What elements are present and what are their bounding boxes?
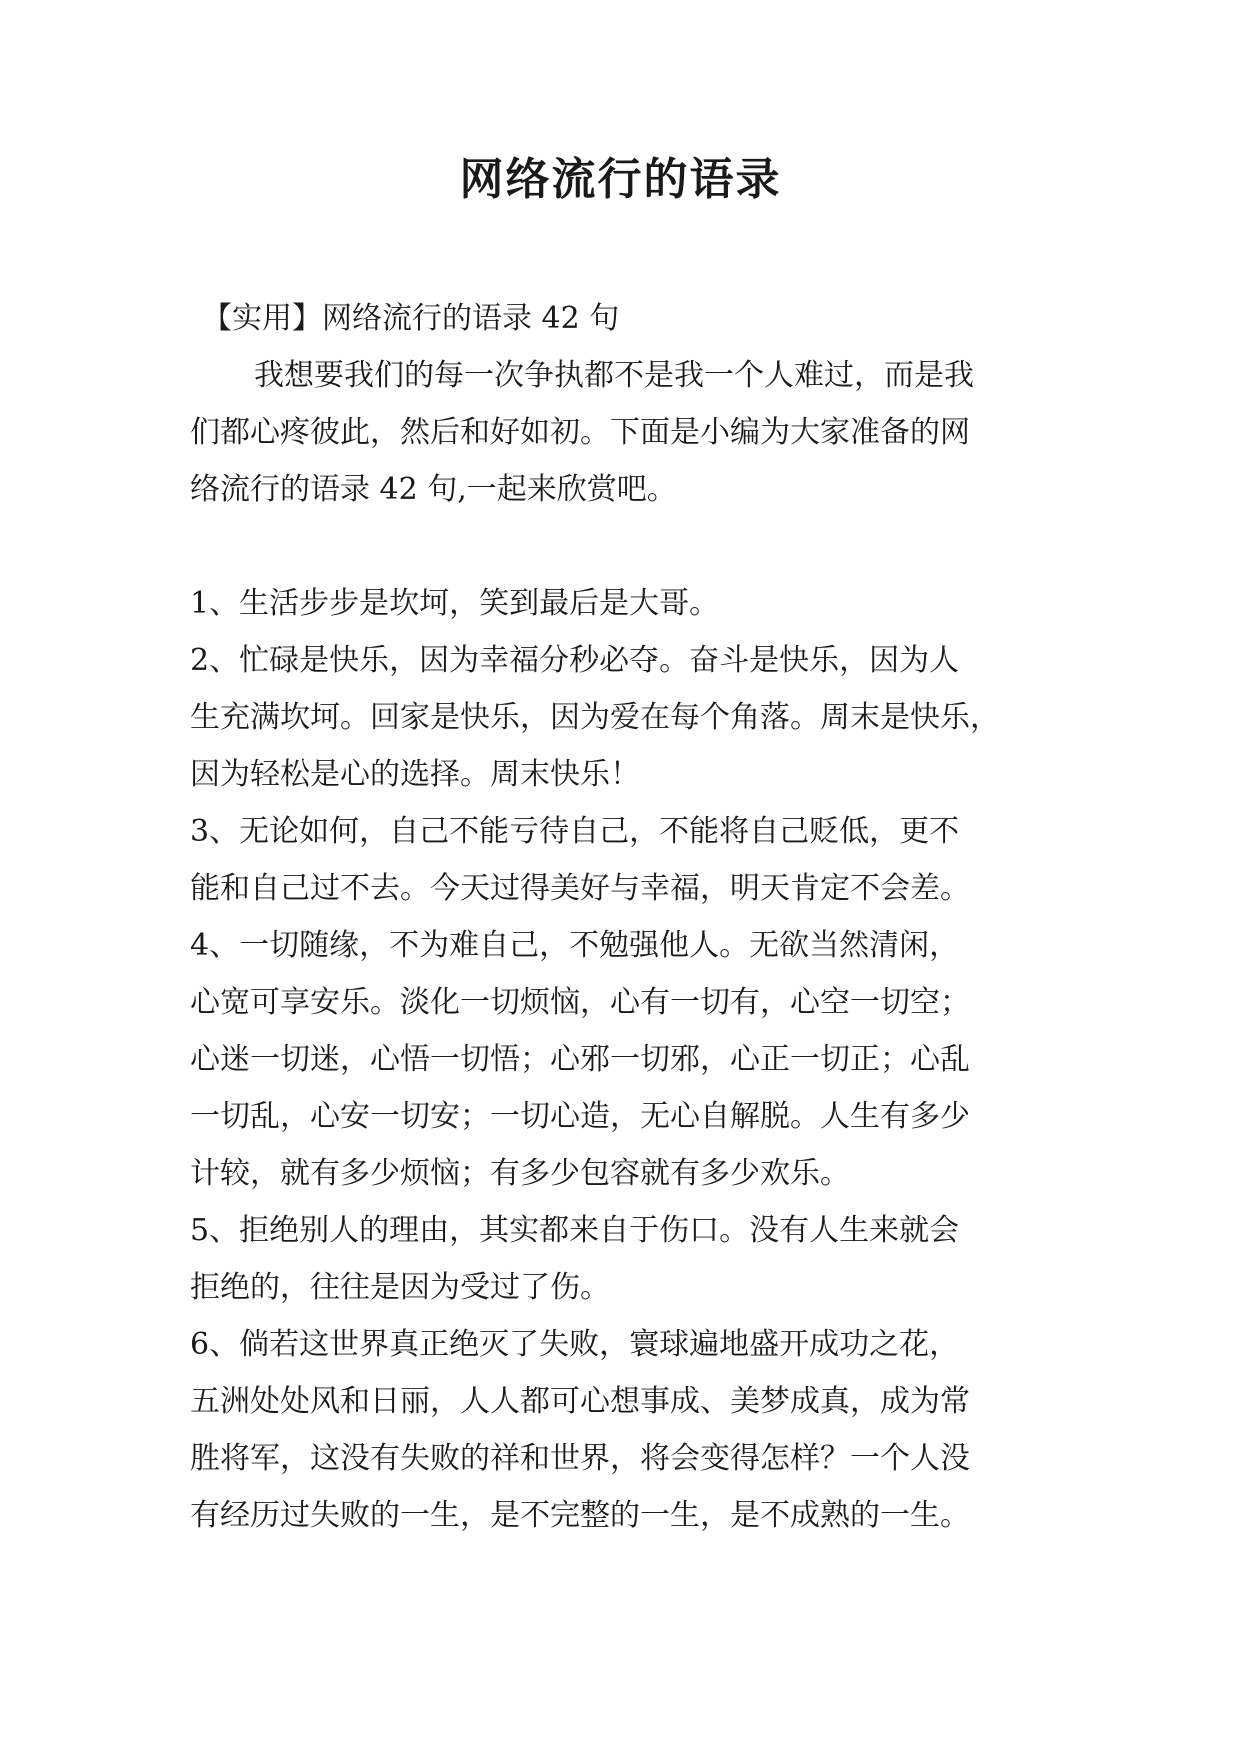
document-title: 网络流行的语录 [459,154,782,205]
quote-line: 能和自己过不去。今天过得美好与幸福，明天肯定不会差。 [190,871,970,906]
quote-line: 有经历过失败的一生，是不完整的一生，是不成熟的一生。 [190,1498,970,1533]
quote-line: 胜将军，这没有失败的祥和世界，将会变得怎样？一个人没 [190,1441,970,1476]
quote-line: 一切乱，心安一切安；一切心造，无心自解脱。人生有多少 [190,1099,970,1134]
quote-line: 2、忙碌是快乐，因为幸福分秒必夺。奋斗是快乐，因为人 [190,643,960,678]
quote-line: 心迷一切迷，心悟一切悟；心邪一切邪，心正一切正；心乱 [190,1042,970,1077]
quote-line: 1、生活步步是坎坷，笑到最后是大哥。 [190,586,720,621]
intro-paragraph [190,347,1085,518]
quote-line: 因为轻松是心的选择。周末快乐！ [190,757,640,792]
quote-item-6 [190,1316,1085,1544]
quote-line: 4、一切随缘，不为难自己，不勉强他人。无欲当然清闲， [190,928,960,963]
intro-line: 们都心疼彼此，然后和好如初。下面是小编为大家准备的网 [190,415,970,450]
intro-line: 我想要我们的每一次争执都不是我一个人难过，而是我 [254,358,974,393]
quote-line: 心宽可享安乐。淡化一切烦恼，心有一切有，心空一切空； [190,985,970,1020]
quote-line: 5、拒绝别人的理由，其实都来自于伤口。没有人生来就会 [190,1213,960,1248]
document-subtitle: 【实用】网络流行的语录 42 句 [202,301,620,336]
quote-item-5 [190,1202,1085,1316]
quote-item-2 [190,632,1085,803]
quote-line: 6、倘若这世界真正绝灭了失败，寰球遍地盛开成功之花， [190,1327,960,1362]
quote-line: 五洲处处风和日丽，人人都可心想事成、美梦成真，成为常 [190,1384,970,1419]
quote-item-4 [190,917,1085,1202]
quote-item-3 [190,803,1085,917]
quote-line: 计较，就有多少烦恼；有多少包容就有多少欢乐。 [190,1156,850,1191]
quote-line: 3、无论如何，自己不能亏待自己，不能将自己贬低，更不 [190,814,960,849]
intro-line: 络流行的语录 42 句,一起来欣赏吧。 [190,472,677,507]
document-body [190,290,1085,1544]
quote-item-1 [190,575,1085,632]
blank-line [190,518,1085,575]
quote-line: 拒绝的，往往是因为受过了伤。 [190,1270,610,1305]
quote-line: 生充满坎坷。回家是快乐，因为爱在每个角落。周末是快乐， [190,700,1000,735]
